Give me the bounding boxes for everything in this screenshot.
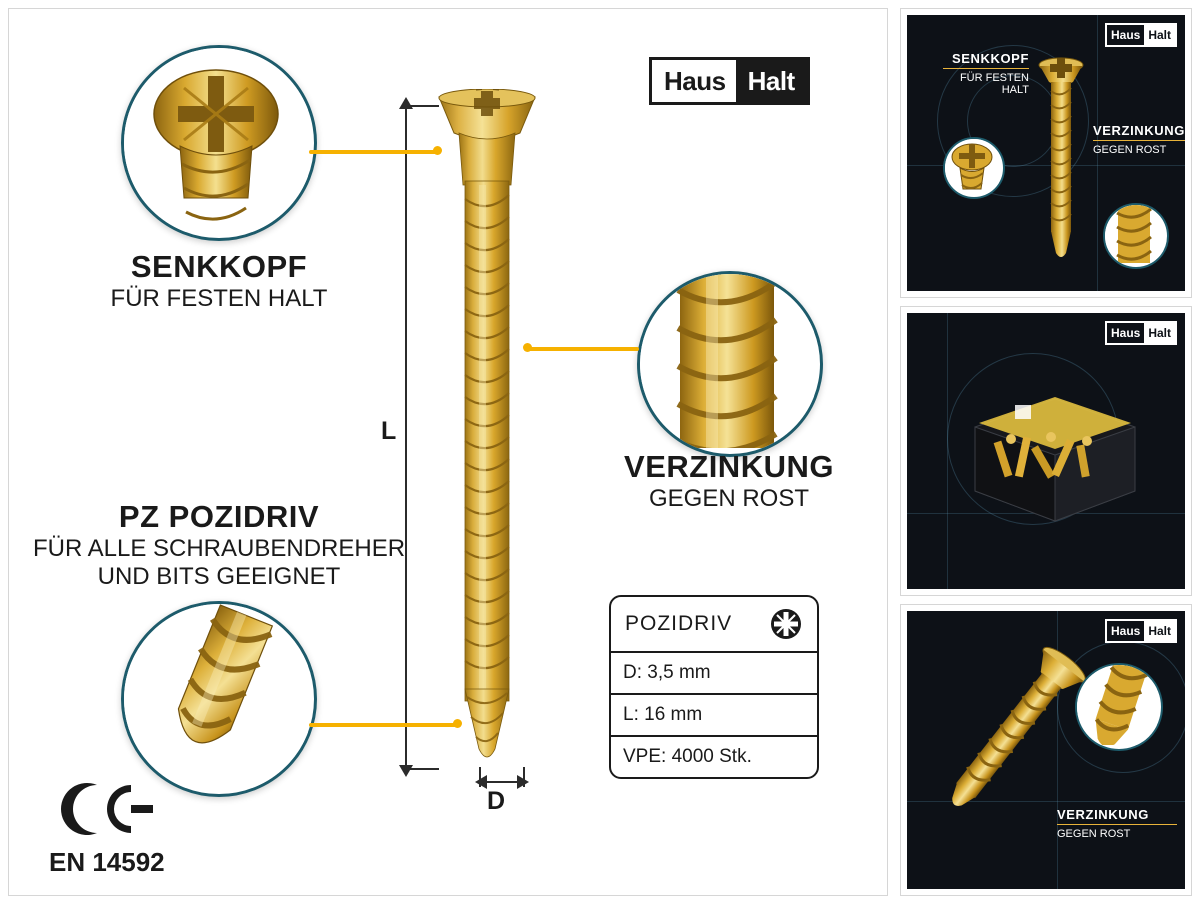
head-closeup-image bbox=[945, 139, 999, 193]
thumbnail-screw-features[interactable] bbox=[900, 8, 1192, 298]
ce-mark-icon bbox=[53, 781, 193, 837]
callout-drive-title: PZ POZIDRIV bbox=[118, 499, 320, 534]
spec-row-diameter: D: 3,5 mm bbox=[611, 653, 817, 695]
callout-coating-title: VERZINKUNG bbox=[624, 449, 834, 484]
label-sub-1: FÜR FESTEN bbox=[959, 72, 1029, 84]
screw-box-image bbox=[959, 379, 1145, 529]
thumbnail-coating-detail[interactable] bbox=[900, 604, 1192, 896]
callout-head-subtitle: FÜR FESTEN HALT bbox=[110, 284, 328, 312]
connector-tip-dot bbox=[453, 719, 462, 728]
connector-head-dot bbox=[433, 146, 442, 155]
diameter-label: D bbox=[487, 787, 506, 815]
callout-label-head bbox=[69, 249, 369, 313]
connector-coating bbox=[527, 347, 639, 351]
callout-bubble-head bbox=[121, 45, 317, 241]
connector-head bbox=[309, 150, 439, 154]
callout-head-title: SENKKOPF bbox=[130, 249, 308, 284]
thumbnail-1-label-coating bbox=[1093, 123, 1185, 156]
diameter-tick-left bbox=[479, 767, 481, 787]
callout-label-drive bbox=[29, 499, 409, 592]
thumbnail-packaging[interactable] bbox=[900, 306, 1192, 596]
diameter-tick-right bbox=[523, 767, 525, 787]
head-closeup-image bbox=[124, 48, 308, 232]
coating-closeup-image bbox=[640, 274, 814, 448]
callout-label-coating bbox=[609, 449, 849, 513]
screw-image bbox=[1033, 55, 1089, 265]
thumbnail-1-label-head bbox=[943, 51, 1029, 96]
mini-bubble-head bbox=[943, 137, 1005, 199]
callout-drive-subtitle-2: UND BITS GEEIGNET bbox=[97, 563, 341, 591]
callout-coating-subtitle: GEGEN ROST bbox=[648, 484, 810, 512]
callout-bubble-coating bbox=[637, 271, 823, 457]
tip-closeup-image bbox=[124, 604, 308, 788]
haushalt-logo-small bbox=[1105, 23, 1177, 47]
mini-bubble-coating bbox=[1103, 203, 1169, 269]
haushalt-logo-small bbox=[1105, 321, 1177, 345]
spec-row-length: L: 16 mm bbox=[611, 695, 817, 737]
spec-box bbox=[609, 595, 819, 779]
connector-coating-dot bbox=[523, 343, 532, 352]
thumbnail-1-image bbox=[907, 15, 1185, 291]
thumbnail-2-image bbox=[907, 313, 1185, 589]
haushalt-logo-small bbox=[1105, 619, 1177, 643]
label-rule bbox=[1093, 140, 1185, 141]
coating-closeup-image bbox=[1077, 665, 1157, 745]
label-sub-1: GEGEN ROST bbox=[1093, 144, 1167, 156]
length-tick-bottom bbox=[405, 768, 439, 770]
logo-text-halt: Halt bbox=[1144, 25, 1175, 45]
spec-drive-label: POZIDRIV bbox=[625, 612, 733, 635]
label-sub-1: GEGEN ROST bbox=[1057, 828, 1131, 840]
logo-text-haus: Haus bbox=[1110, 326, 1141, 340]
callout-bubble-tip bbox=[121, 601, 317, 797]
length-arrow-top bbox=[398, 97, 414, 109]
callout-drive-subtitle-1: FÜR ALLE SCHRAUBENDREHER bbox=[32, 534, 406, 562]
main-panel bbox=[8, 8, 888, 896]
label-rule bbox=[943, 68, 1029, 69]
label-rule bbox=[1057, 824, 1177, 825]
mini-bubble-coating bbox=[1075, 663, 1163, 751]
label-title: VERZINKUNG bbox=[1057, 807, 1149, 822]
haushalt-logo bbox=[649, 57, 810, 105]
logo-text-halt: Halt bbox=[1144, 621, 1175, 641]
thumbnail-3-label-coating bbox=[1057, 807, 1177, 840]
logo-text-halt: Halt bbox=[1144, 323, 1175, 343]
length-arrow-bottom bbox=[398, 765, 414, 777]
blueprint-line bbox=[947, 313, 948, 589]
spec-row-quantity: VPE: 4000 Stk. bbox=[623, 746, 752, 767]
label-title: SENKKOPF bbox=[951, 51, 1029, 66]
screw-illustration bbox=[419, 89, 619, 789]
length-label: L bbox=[381, 417, 397, 445]
logo-text-haus: Haus bbox=[664, 65, 726, 96]
thumbnail-3-image bbox=[907, 611, 1185, 889]
logo-text-halt: Halt bbox=[736, 60, 807, 102]
label-sub-2: HALT bbox=[1001, 84, 1029, 96]
logo-text-haus: Haus bbox=[1110, 28, 1141, 42]
spec-row-drive bbox=[611, 597, 817, 653]
diameter-arrow-left bbox=[475, 775, 487, 789]
logo-text-haus: Haus bbox=[1110, 624, 1141, 638]
length-tick-top bbox=[405, 105, 439, 107]
pozidriv-icon bbox=[769, 607, 803, 641]
length-dimension-line bbox=[405, 105, 407, 769]
standard-label: EN 14592 bbox=[49, 847, 165, 877]
coating-closeup-image bbox=[1105, 205, 1163, 263]
connector-tip bbox=[309, 723, 459, 727]
label-title: VERZINKUNG bbox=[1093, 123, 1185, 138]
